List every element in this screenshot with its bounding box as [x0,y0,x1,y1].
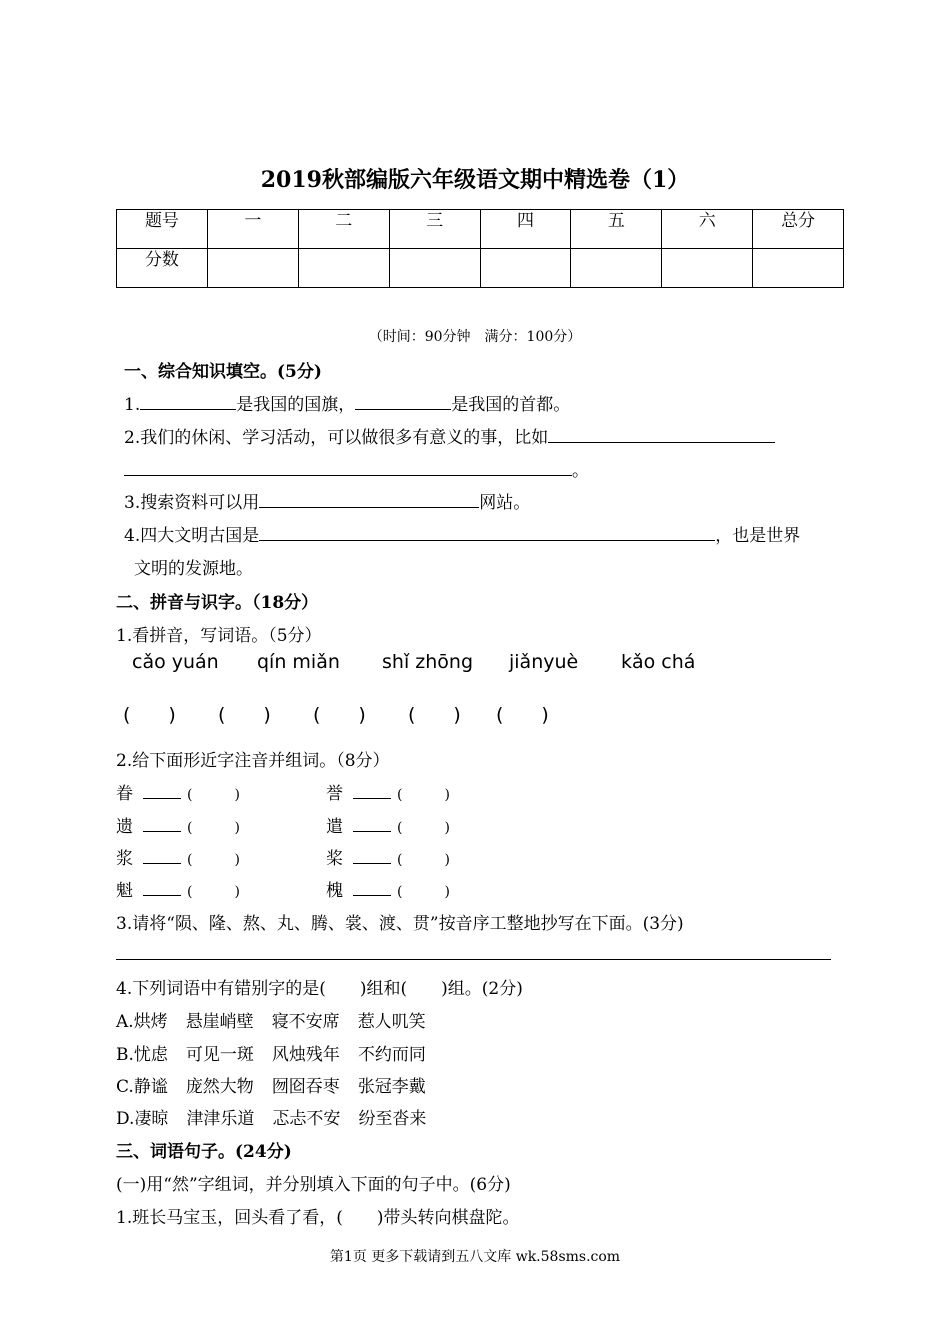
table-cell: 题号 [117,210,208,249]
q4-text: 4.四大文明古国是 [124,526,260,546]
q3-end-text: 网站。 [479,493,531,513]
char-row [326,844,450,869]
option-word: 囫囵吞枣 [271,1077,340,1097]
pinyin-blank[interactable] [143,849,181,864]
answer-blank[interactable] [548,424,775,443]
option-row [116,1104,426,1129]
section1-q4 [124,521,800,546]
section3-heading: 三、词语句子。(24分) [116,1142,292,1162]
word-parens[interactable]: ( ) [397,787,450,803]
char-row [326,812,450,837]
section1-q2-line2 [124,456,589,481]
section3-q1: 1.班长马宝玉，回头看了看，( )带头转向棋盘陀。 [116,1208,520,1228]
char: 誉 [326,784,343,804]
answer-blank[interactable] [140,391,236,410]
pinyin-blank[interactable] [143,881,181,896]
char-row [116,812,240,837]
section2-heading: 二、拼音与识字。（18分） [116,593,319,613]
time-info: （时间：90分钟 满分：100分） [368,329,582,345]
score-input-cell[interactable] [389,249,480,288]
table-cell: 六 [662,210,753,249]
answer-blank[interactable] [124,457,572,476]
word-parens[interactable]: ( ) [397,884,450,900]
option-word: 烘烤 [133,1012,168,1032]
q1-mid-text: 是我国的国旗， [236,395,356,415]
option-word: 忧虑 [133,1045,168,1065]
q2-text: 2.我们的休闲、学习活动，可以做很多有意义的事，比如 [124,428,549,448]
section3-sub1: (一)用“然”字组词，并分别填入下面的句子中。(6分) [116,1175,511,1195]
table-cell: 分数 [117,249,208,288]
option-row [116,1072,426,1097]
q4-end-text: ，也是世界 [715,526,801,546]
pinyin-item: qín miǎn [257,651,340,673]
char: 遣 [326,817,343,837]
option-label: C. [116,1077,134,1097]
score-input-cell[interactable] [480,249,571,288]
pinyin-blank[interactable] [353,817,391,832]
answer-parens[interactable]: ( ) [313,704,366,726]
table-cell: 五 [571,210,662,249]
pinyin-blank[interactable] [353,784,391,799]
table-cell: 四 [480,210,571,249]
section1-q2 [124,423,775,448]
table-cell: 一 [207,210,298,249]
section1-q3 [124,488,530,513]
pinyin-blank[interactable] [143,784,181,799]
option-label: B. [116,1045,134,1065]
pinyin-blank[interactable] [353,849,391,864]
option-word: 凄晾 [134,1109,169,1129]
option-label: A. [116,1012,134,1032]
section1-q4-line2: 文明的发源地。 [134,559,253,579]
word-parens[interactable]: ( ) [187,852,240,868]
option-row [116,1040,426,1065]
option-word: 悬崖峭壁 [185,1012,254,1032]
section1-heading: 一、综合知识填空。(5分) [124,362,322,382]
q3-text: 3.搜索资料可以用 [124,493,260,513]
section2-q4: 4.下列词语中有错别字的是( )组和( )组。(2分) [116,979,523,999]
answer-parens[interactable]: ( ) [496,704,549,726]
pinyin-item: kǎo chá [621,651,696,673]
option-word: 庞然大物 [185,1077,254,1097]
char: 浆 [116,849,133,869]
table-cell: 总分 [753,210,844,249]
option-word: 张冠李戴 [357,1077,426,1097]
option-word: 不约而同 [357,1045,426,1065]
answer-blank[interactable] [259,489,479,508]
pinyin-blank[interactable] [353,881,391,896]
score-input-cell[interactable] [571,249,662,288]
char: 遗 [116,817,133,837]
word-parens[interactable]: ( ) [187,884,240,900]
word-parens[interactable]: ( ) [397,820,450,836]
option-word: 忑忐不安 [272,1109,341,1129]
option-word: 静谧 [133,1077,168,1097]
score-table-score-row [117,249,844,288]
pinyin-item: cǎo yuán [132,651,219,673]
pinyin-blank[interactable] [143,817,181,832]
page-title: 2019秋部编版六年级语文期中精选卷（1） [260,167,690,193]
option-word: 寝不安席 [271,1012,340,1032]
score-input-cell[interactable] [207,249,298,288]
page-footer: 第1页 更多下载请到五八文库 wk.58sms.com [329,1249,621,1265]
answer-blank[interactable] [355,391,451,410]
q2-end-text: 。 [572,461,589,481]
score-input-cell[interactable] [298,249,389,288]
answer-blank[interactable] [259,522,715,541]
section2-q3: 3.请将“陨、隆、熬、丸、腾、裳、渡、贯”按音序工整地抄写在下面。(3分) [116,914,684,934]
table-cell: 三 [389,210,480,249]
answer-parens[interactable]: ( ) [218,704,271,726]
q1-end-text: 是我国的首都。 [451,395,571,415]
char-row [116,876,240,901]
char-row [326,876,450,901]
word-parens[interactable]: ( ) [397,852,450,868]
q1-number: 1. [124,395,141,415]
char: 槐 [326,881,343,901]
option-word: 纷至沓来 [358,1109,427,1129]
option-word: 津津乐道 [186,1109,255,1129]
char: 桨 [326,849,343,869]
word-parens[interactable]: ( ) [187,820,240,836]
option-row [116,1007,426,1032]
option-word: 可见一斑 [185,1045,254,1065]
section1-q1 [124,390,570,415]
answer-line[interactable] [116,959,831,960]
score-table [116,209,844,288]
score-table-header-row [117,210,844,249]
answer-parens[interactable]: ( ) [123,704,176,726]
table-cell: 二 [298,210,389,249]
answer-parens[interactable]: ( ) [408,704,461,726]
option-label: D. [116,1109,135,1129]
char: 眷 [116,784,133,804]
option-word: 风烛残年 [271,1045,340,1065]
char-row [116,779,240,804]
char: 魁 [116,881,133,901]
char-row [116,844,240,869]
pinyin-item: jiǎnyuè [509,651,579,673]
word-parens[interactable]: ( ) [187,787,240,803]
section2-q1: 1.看拼音，写词语。（5分） [116,626,322,646]
score-input-cell[interactable] [662,249,753,288]
section2-q2: 2.给下面形近字注音并组词。（8分） [116,751,390,771]
pinyin-item: shǐ zhōng [382,651,474,673]
option-word: 惹人叽笑 [357,1012,426,1032]
score-input-cell[interactable] [753,249,844,288]
char-row [326,779,450,804]
